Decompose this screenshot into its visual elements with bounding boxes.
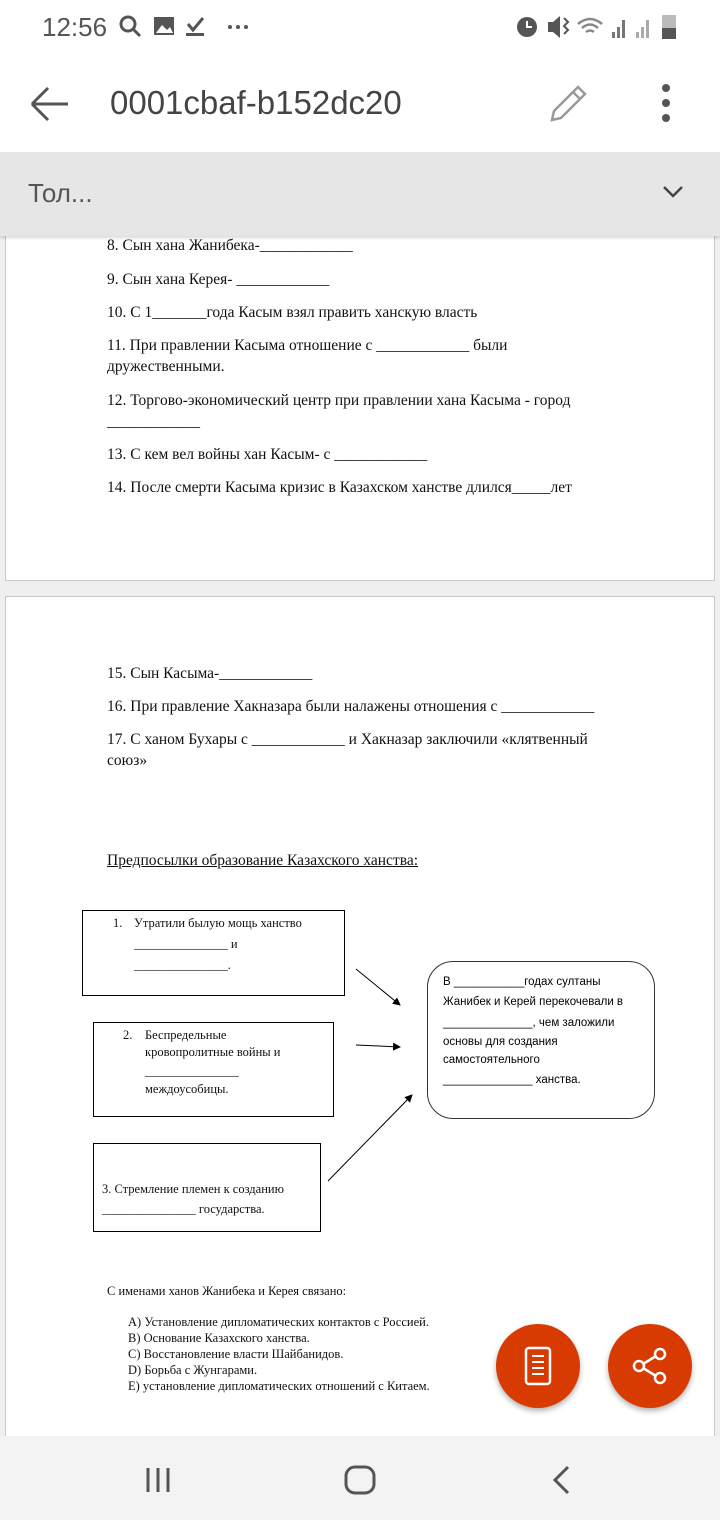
answer-option: A) Установление дипломатических контактов с Россией. (128, 1315, 429, 1329)
more-icon (228, 25, 248, 29)
box-text: _______________ и (134, 937, 238, 951)
box-text: Утратили былую мощь ханство (134, 916, 302, 930)
box-text: _______________. (134, 958, 231, 972)
checkmark-icon (186, 18, 204, 36)
chevron-down-icon[interactable] (662, 184, 684, 200)
document-page-2 (5, 596, 715, 1456)
search-icon (121, 17, 140, 36)
answer-option: E) установление дипломатических отношений с Китаем. (128, 1379, 430, 1393)
box-text: самостоятельного (443, 1054, 540, 1066)
battery-icon (662, 15, 676, 39)
clock: 12:56 (42, 12, 108, 42)
doc-line: 17. С ханом Бухары с ____________ и Хакназар заключили «клятвенный (107, 731, 588, 748)
answer-option: C) Восстановление власти Шайбанидов. (128, 1347, 344, 1361)
doc-line: 14. После смерти Касыма кризис в Казахском ханстве длился_____лет (107, 479, 572, 496)
recent-apps-icon[interactable] (144, 1466, 174, 1494)
doc-line: союз» (107, 752, 148, 769)
arrow (356, 1045, 400, 1047)
wifi-icon (578, 19, 602, 32)
doc-line: 15. Сын Касыма-____________ (107, 665, 313, 682)
doc-line: 10. С 1_______года Касым взял править ханскую власть (107, 304, 478, 321)
diagram-arrows (6, 597, 716, 1297)
toolbar-label: Тол... (28, 178, 93, 208)
doc-line: 12. Торгово-экономический центр при правлении хана Касыма - город (107, 392, 571, 409)
box-text: кровопролитные войны и (145, 1045, 281, 1059)
reading-mode-button[interactable] (496, 1324, 580, 1408)
back-nav-icon[interactable] (550, 1464, 572, 1496)
question-text: С именами ханов Жанибека и Керея связано: (107, 1284, 347, 1298)
box-number: 2. (123, 1028, 133, 1042)
box-text: ______________, чем заложили (443, 1017, 615, 1029)
share-icon (630, 1346, 670, 1386)
document-page-1 (5, 220, 715, 581)
mobile-view-icon (524, 1346, 552, 1386)
doc-line: ____________ (107, 413, 200, 430)
doc-line: дружественными. (107, 358, 225, 375)
box-number: 1. (113, 916, 123, 930)
box-text: ______________ ханства. (443, 1074, 581, 1086)
arrow (356, 969, 400, 1005)
box-text: В ___________годах султаны (443, 976, 601, 988)
status-bar (0, 0, 720, 56)
notification-icons (118, 14, 248, 42)
ribbon-toolbar[interactable] (0, 152, 720, 236)
system-icons (514, 12, 684, 42)
answer-option: B) Основание Казахского ханства. (128, 1331, 310, 1345)
box-text: 3. Стремление племен к созданию (102, 1182, 284, 1196)
share-button[interactable] (608, 1324, 692, 1408)
doc-line: 11. При правлении Касыма отношение с ____________ были (107, 337, 508, 354)
box-text: Жанибек и Керей перекочевали в (443, 996, 624, 1008)
signal-icon (636, 20, 649, 38)
box-text: _______________ государства. (102, 1202, 265, 1216)
mute-icon (548, 16, 568, 38)
image-icon (154, 17, 174, 35)
answer-option: D) Борьба с Жунгарами. (128, 1363, 258, 1377)
home-icon[interactable] (343, 1464, 377, 1496)
alarm-icon (517, 17, 537, 37)
box-text: основы для создания (443, 1036, 558, 1048)
doc-line: 8. Сын хана Жанибека-____________ (107, 237, 353, 254)
edit-pencil-icon[interactable] (546, 82, 590, 126)
signal-icon (612, 20, 625, 38)
box-text: междоусобицы. (145, 1082, 229, 1096)
back-arrow-icon[interactable] (28, 84, 72, 124)
box-text: Беспредельные (145, 1028, 227, 1042)
doc-line: 9. Сын хана Керея- ____________ (107, 271, 330, 288)
arrow (328, 1095, 412, 1181)
app-bar (0, 56, 720, 152)
navigation-bar (0, 1436, 720, 1520)
section-heading: Предпосылки образование Казахского ханства: (107, 852, 419, 869)
more-options-icon[interactable] (656, 82, 676, 126)
box-text: _______________ (145, 1064, 239, 1078)
doc-line: 13. С кем вел войны хан Касым- с ____________ (107, 446, 428, 463)
document-title: 0001cbaf-b152dc20 (110, 84, 402, 121)
doc-line: 16. При правление Хакназара были налажены отношения с ____________ (107, 698, 595, 715)
